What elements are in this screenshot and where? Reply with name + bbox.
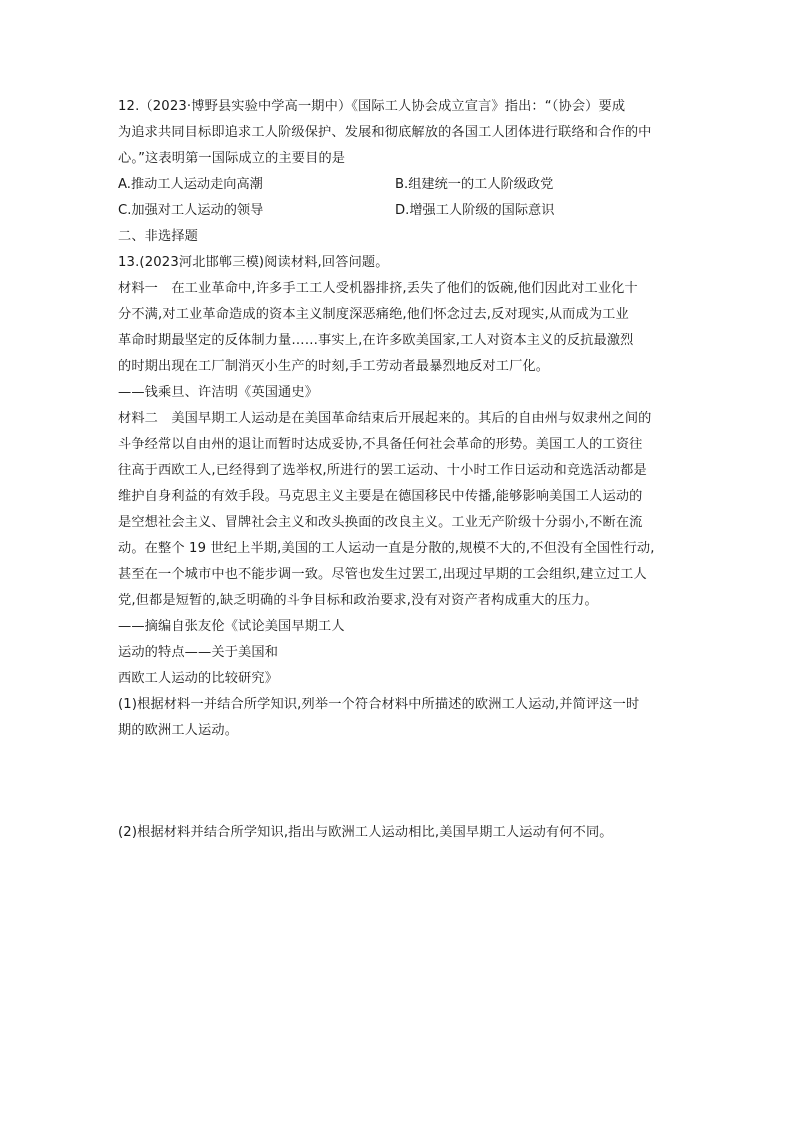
option-c: C.加强对工人运动的领导 <box>118 203 264 218</box>
material-2-line: 动。在整个 19 世纪上半期,美国的工人运动一直是分散的,规模不大的,不但没有全国性行动, <box>118 541 655 556</box>
sub-question-1-line: 期的欧洲工人运动。 <box>118 723 239 738</box>
document-page <box>118 94 678 846</box>
question-12-line: 12.（2023·博野县实验中学高一期中）《国际工人协会成立宣言》指出：“（协会）要成 <box>118 99 626 114</box>
material-2-line: 材料二 美国早期工人运动是在美国革命结束后开展起来的。其后的自由州与奴隶州之间的 <box>118 411 652 426</box>
material-1-line: 分不满,对工业革命造成的资本主义制度深恶痛绝,他们怀念过去,反对现实,从而成为工业 <box>118 307 629 322</box>
options-row-1 <box>118 172 678 198</box>
material-2-line: 是空想社会主义、冒牌社会主义和改头换面的改良主义。工业无产阶级十分弱小,不断在流 <box>118 515 643 530</box>
sub-question-2: (2)根据材料并结合所学知识,指出与欧洲工人运动相比,美国早期工人运动有何不同。 <box>118 825 613 840</box>
material-2-source <box>118 614 678 692</box>
options-row-2 <box>118 198 678 224</box>
material-1-line: 材料一 在工业革命中,许多手工工人受机器排挤,丢失了他们的饭碗,他们因此对工业化十 <box>118 281 638 296</box>
option-d: D.增强工人阶级的国际意识 <box>395 203 555 218</box>
material-1 <box>118 276 678 380</box>
question-12 <box>118 94 678 172</box>
question-12-line: 心。”这表明第一国际成立的主要目的是 <box>118 151 346 166</box>
material-2-source-line: 西欧工人运动的比较研究》 <box>118 671 279 686</box>
question-12-line: 为追求共同目标即追求工人阶级保护、发展和彻底解放的各国工人团体进行联络和合作的中 <box>118 125 652 140</box>
question-13-intro: 13.(2023河北邯郸三模)阅读材料,回答问题。 <box>118 255 389 270</box>
material-2-line: 斗争经常以自由州的退让而暂时达成妥协,不具备任何社会革命的形势。美国工人的工资往 <box>118 437 643 452</box>
material-1-line: 革命时期最坚定的反体制力量……事实上,在许多欧美国家,工人对资本主义的反抗最激烈 <box>118 333 634 348</box>
material-2-line: 甚至在一个城市中也不能步调一致。尽管也发生过罢工,出现过早期的工会组织,建立过工人 <box>118 567 647 582</box>
material-1-line: 的时期出现在工厂制消灭小生产的时刻,手工劳动者最暴烈地反对工厂化。 <box>118 359 550 374</box>
sub-question-1 <box>118 692 678 744</box>
sub-question-1-line: (1)根据材料一并结合所学知识,列举一个符合材料中所描述的欧洲工人运动,并简评这一时 <box>118 697 640 712</box>
material-2-source-line: ——摘编自张友伦《试论美国早期工人 <box>118 619 345 634</box>
material-2-line: 往高于西欧工人,已经得到了选举权,所进行的罢工运动、十小时工作日运动和竞选活动都是 <box>118 463 647 478</box>
material-2-line: 党,但都是短暂的,缺乏明确的斗争目标和政治要求,没有对资产者构成重大的压力。 <box>118 593 598 608</box>
option-a: A.推动工人运动走向高潮 <box>118 177 263 192</box>
answer-space <box>118 744 678 820</box>
material-1-source: ——钱乘旦、许洁明《英国通史》 <box>118 385 319 400</box>
material-2 <box>118 406 678 614</box>
material-2-source-line: 运动的特点——关于美国和 <box>118 645 279 660</box>
material-2-line: 维护自身利益的有效手段。马克思主义主要是在德国移民中传播,能够影响美国工人运动的 <box>118 489 643 504</box>
option-b: B.组建统一的工人阶级政党 <box>395 177 554 192</box>
section-heading: 二、非选择题 <box>118 229 199 244</box>
